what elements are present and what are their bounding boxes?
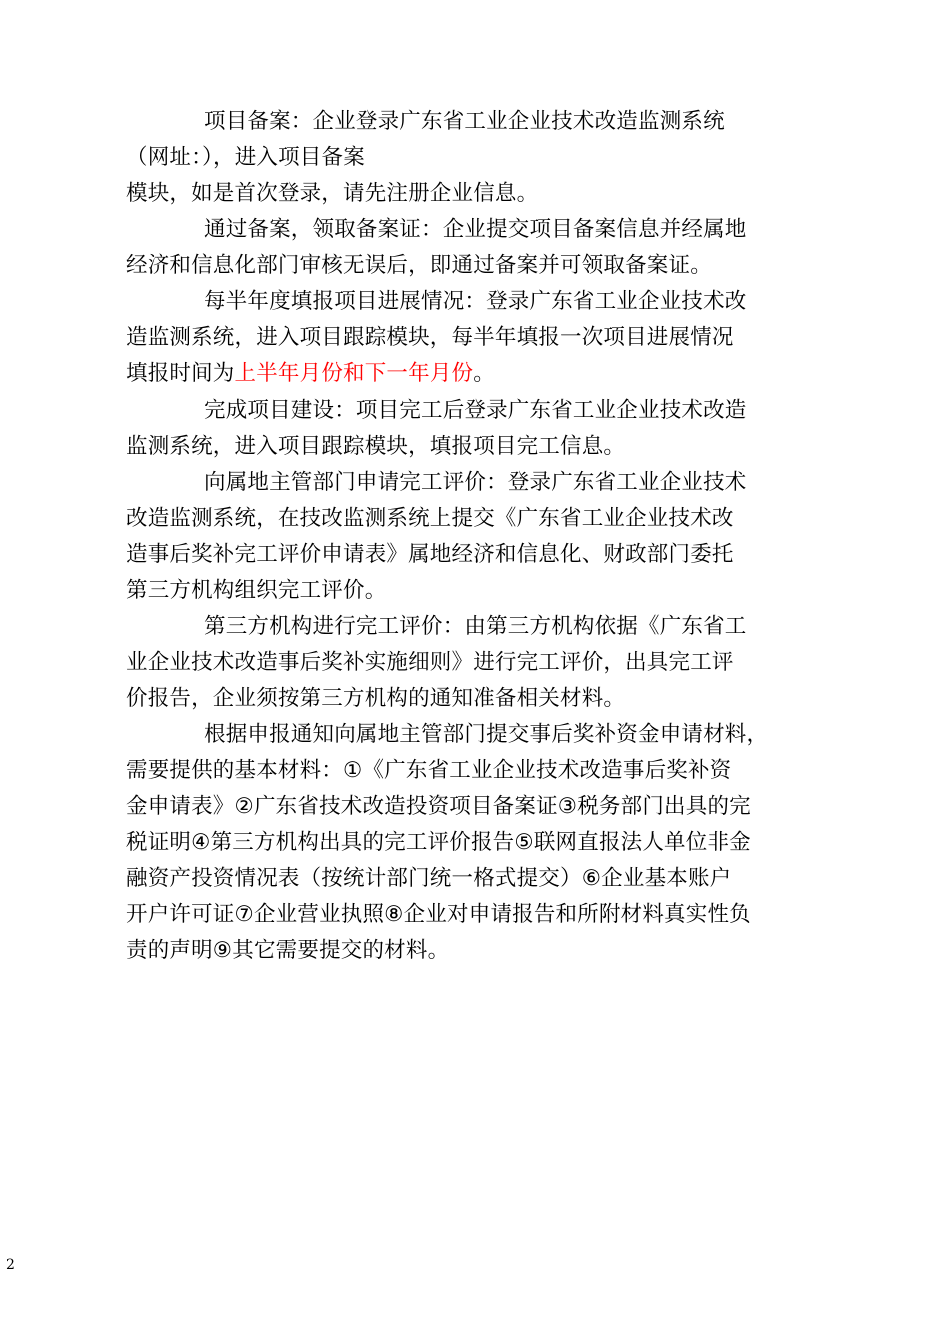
report-time-prefix: 填报时间为	[126, 361, 235, 386]
text-line: 改造监测系统，在技改监测系统上提交《广东省工业企业技术改	[126, 506, 734, 531]
text-line: 融资产投资情况表（按统计部门统一格式提交）⑥企业基本账户	[126, 866, 732, 891]
paragraph-filing-certificate: 通过备案，领取备案证：企业提交项目备案信息并经属地	[204, 217, 747, 242]
text-line: 金申请表》②广东省技术改造投资项目备案证③税务部门出具的完	[126, 794, 751, 819]
report-time-line	[126, 356, 806, 392]
text-line: 造事后奖补完工评价申请表》属地经济和信息化、财政部门委托	[126, 542, 734, 567]
text-line: 价报告，企业须按第三方机构的通知准备相关材料。	[126, 686, 626, 711]
text-line: 需要提供的基本材料：①《广东省工业企业技术改造事后奖补资	[126, 758, 732, 783]
text-line: 造监测系统，进入项目跟踪模块，每半年填报一次项目进展情况	[126, 325, 734, 350]
text-line: （网址：），进入项目备案	[126, 145, 365, 170]
paragraph-project-filing: 项目备案：企业登录广东省工业企业技术改造监测系统	[204, 109, 725, 134]
text-line: 开户许可证⑦企业营业执照⑧企业对申请报告和所附材料真实性负	[126, 902, 751, 927]
text-line: 责的声明⑨其它需要提交的材料。	[126, 938, 450, 963]
text-line: 业企业技术改造事后奖补实施细则》进行完工评价，出具完工评	[126, 650, 734, 675]
page-number: 2	[6, 1257, 15, 1273]
text-line: 经济和信息化部门审核无误后，即通过备案并可领取备案证。	[126, 253, 712, 278]
paragraph-apply-evaluation: 向属地主管部门申请完工评价：登录广东省工业企业技术	[204, 470, 747, 495]
paragraph-submit-materials: 根据申报通知向属地主管部门提交事后奖补资金申请材料，	[204, 722, 769, 747]
report-time-suffix: 。	[473, 361, 495, 386]
paragraph-third-party-evaluation: 第三方机构进行完工评价：由第三方机构依据《广东省工	[204, 614, 747, 639]
document-body	[126, 104, 806, 969]
report-time-highlight: 上半年月份和下一年月份	[234, 361, 474, 386]
paragraph-progress-report: 每半年度填报项目进展情况：登录广东省工业企业技术改	[204, 289, 747, 314]
text-line: 第三方机构组织完工评价。	[126, 578, 387, 603]
text-line: 税证明④第三方机构出具的完工评价报告⑤联网直报法人单位非金	[126, 830, 751, 855]
text-line: 模块，如是首次登录，请先注册企业信息。	[126, 181, 539, 206]
text-line: 监测系统，进入项目跟踪模块，填报项目完工信息。	[126, 434, 626, 459]
paragraph-complete-construction: 完成项目建设：项目完工后登录广东省工业企业技术改造	[204, 398, 747, 423]
